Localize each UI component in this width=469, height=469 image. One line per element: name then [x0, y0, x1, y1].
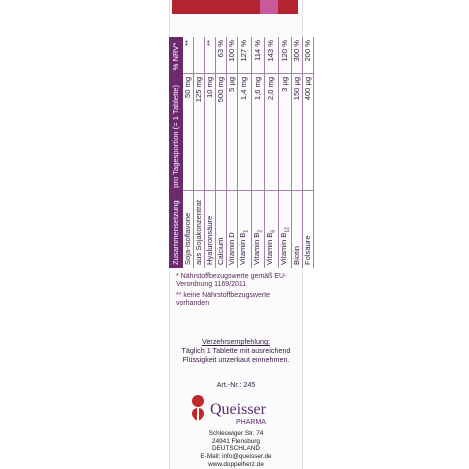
ingredient-name: Vitamin $B_2$ — [251, 191, 265, 268]
nrv-footnote: * Nährstoffbezugswerte gemäß EU-Verordnung 1169/2011 — [176, 273, 287, 289]
nutrition-table-header — [169, 37, 183, 268]
nutrition-table — [169, 37, 314, 268]
header-composition: Zusammensetzung — [169, 191, 183, 268]
ingredient-amount: 1,4 mg — [238, 73, 252, 190]
ingredient-name: Vitamin D — [227, 191, 238, 268]
header-per-portion: pro Tagesportion (= 1 Tablette) — [169, 73, 183, 190]
ingredient-amount: 500 mg — [216, 73, 227, 190]
ingredient-amount: 2,0 mg — [265, 73, 279, 190]
ingredient-amount: 125 mg — [194, 73, 205, 190]
table-row — [292, 37, 303, 268]
recommendation-block — [176, 337, 296, 364]
ingredient-nrv: ** — [183, 37, 194, 73]
header-nrv: % NRV* — [169, 37, 183, 73]
address-city: 24941 Flensburg — [212, 437, 260, 445]
ingredient-name: Vitamin $B_1$ — [238, 191, 252, 268]
queisser-logo — [176, 394, 296, 428]
no-nrv-footnote: ** keine Nährstoffbezugswerte vorhanden — [176, 291, 271, 308]
recommendation-heading: Verzehrsempfehlung: — [202, 337, 270, 346]
ingredient-nrv: 63 % — [216, 37, 227, 73]
table-row — [183, 37, 194, 268]
table-row — [265, 37, 279, 268]
ingredient-amount: 1,6 mg — [251, 73, 265, 190]
package-top-strip — [172, 0, 298, 14]
address-street: Schleswiger Str. 74 — [208, 430, 264, 437]
ingredient-amount: 5 µg — [227, 73, 238, 190]
footnotes — [176, 273, 296, 311]
brand-sub: PHARMA — [236, 419, 266, 426]
table-row — [251, 37, 265, 268]
address-web: www.doppelherz.de — [208, 460, 264, 468]
ingredient-nrv: ** — [205, 37, 216, 73]
table-row — [227, 37, 238, 268]
address-country: DEUTSCHLAND — [212, 445, 260, 453]
table-row — [278, 37, 292, 268]
ingredient-name: Biotin — [292, 191, 303, 268]
ingredient-name: Calcium — [216, 191, 227, 268]
ingredient-nrv: 143 % — [265, 37, 279, 73]
table-row — [303, 37, 314, 268]
ingredient-amount: 10 mg — [205, 73, 216, 190]
ingredient-nrv: 127 % — [238, 37, 252, 73]
ingredient-amount: 50 mg — [183, 73, 194, 190]
ingredient-name: Folsäure — [303, 191, 314, 268]
recommendation-text: Täglich 1 Tablette mit ausreichend Flüssigkeit unzerkaut einnehmen. — [181, 346, 291, 364]
ingredient-nrv: 200 % — [303, 37, 314, 73]
ingredient-amount: 400 µg — [303, 73, 314, 190]
table-row — [194, 37, 205, 268]
queisser-emblem-icon — [192, 395, 204, 421]
ingredient-nrv — [194, 37, 205, 73]
ingredient-name: Vitamin $B_{12}$ — [278, 191, 292, 268]
ingredient-name: Hyaluronsäure — [205, 191, 216, 268]
ingredient-nrv: 100 % — [227, 37, 238, 73]
address-block — [176, 430, 296, 468]
address-email: E-Mail: info@queisser.de — [200, 453, 272, 461]
ingredient-name: Soja-Isoflavone — [183, 191, 194, 268]
ingredient-amount: 150 µg — [292, 73, 303, 190]
package-top-accent — [260, 0, 278, 14]
table-row — [216, 37, 227, 268]
ingredient-amount: 3 µg — [278, 73, 292, 190]
brand-name: Queisser — [210, 401, 266, 418]
table-row — [238, 37, 252, 268]
table-row — [205, 37, 216, 268]
ingredient-name: Vitamin $B_6$ — [265, 191, 279, 268]
ingredient-name: aus Sojakonzentrat — [194, 191, 205, 268]
article-number: Art.-Nr.: 245 — [216, 380, 256, 389]
ingredient-nrv: 114 % — [251, 37, 265, 73]
ingredient-nrv: 120 % — [278, 37, 292, 73]
nutrition-table-rotated — [169, 37, 313, 268]
ingredient-nrv: 300 % — [292, 37, 303, 73]
